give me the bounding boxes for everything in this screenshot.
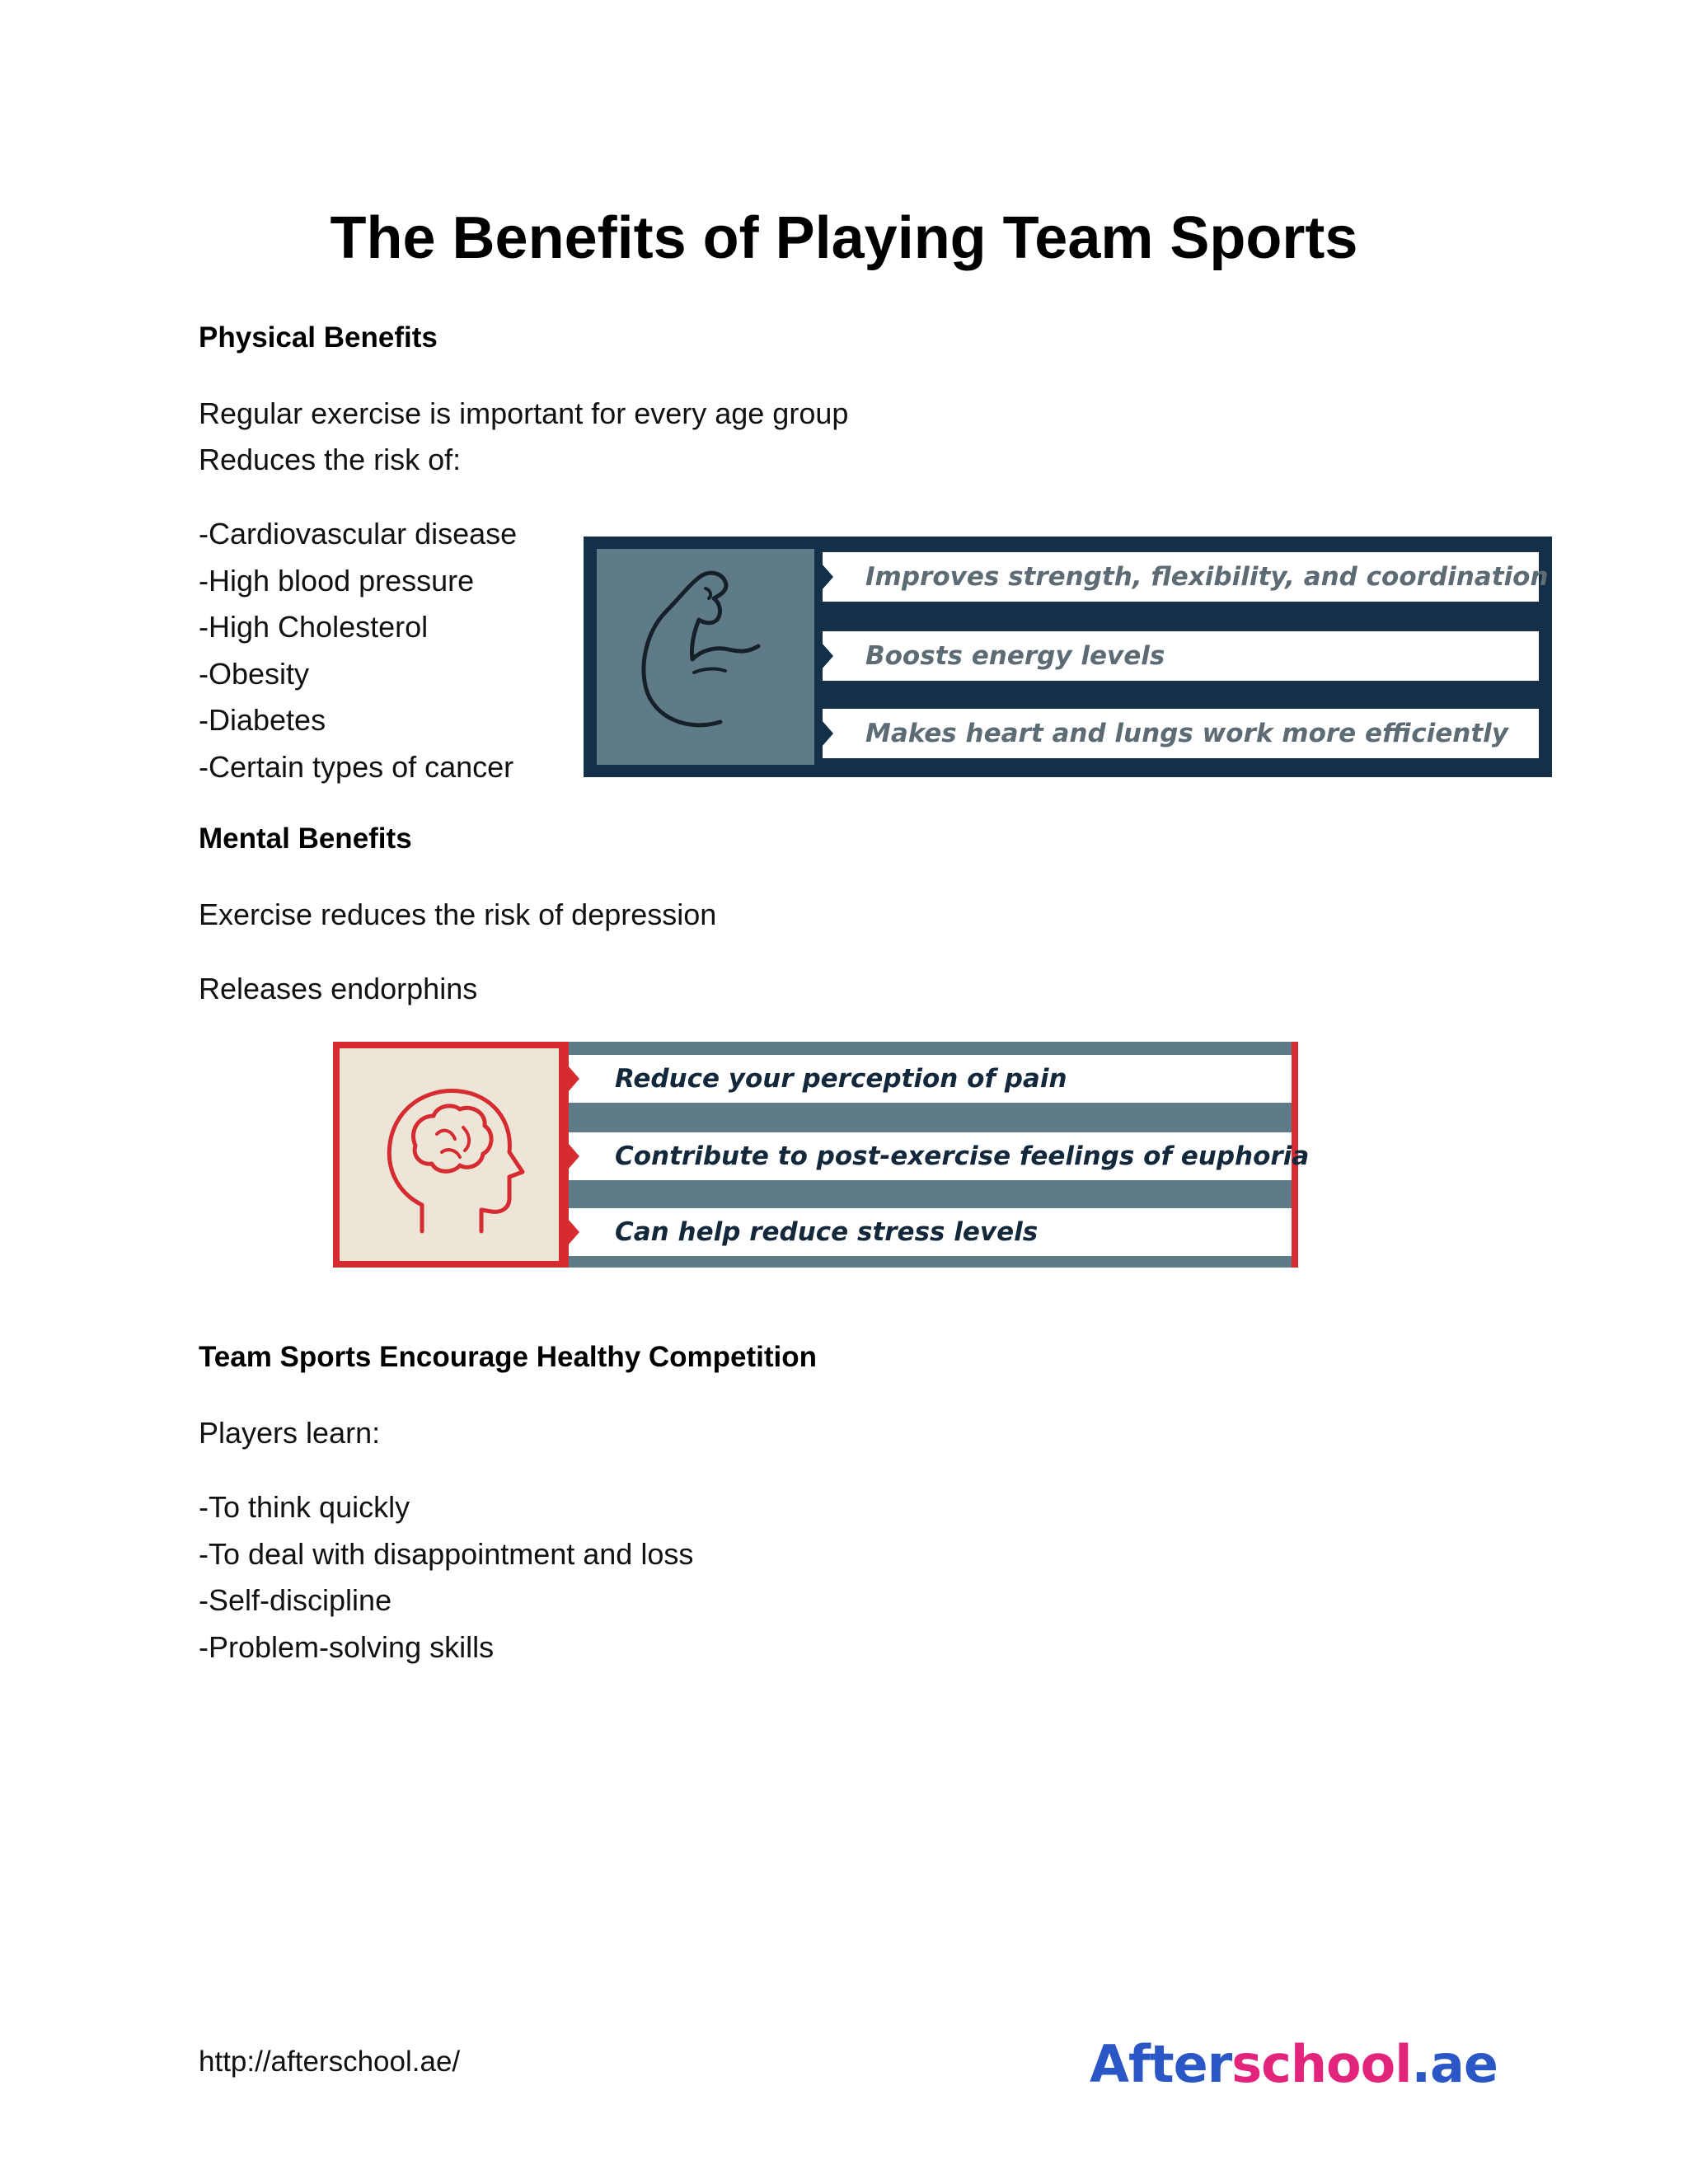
- chevron-right-icon: [568, 1066, 579, 1092]
- physical-benefits-banner: [584, 537, 1552, 777]
- physical-banner-item-text: Makes heart and lungs work more efficiently: [865, 719, 1509, 748]
- mental-heading: Mental Benefits: [199, 823, 412, 855]
- mental-benefits-banner: [333, 1042, 1310, 1268]
- list-item: -To deal with disappointment and loss: [199, 1536, 694, 1571]
- mental-line-1: Exercise reduces the risk of depression: [199, 898, 717, 931]
- head-brain-icon-box: [333, 1042, 565, 1268]
- flexed-arm-icon: [597, 549, 814, 765]
- list-item: -Diabetes: [199, 703, 326, 737]
- mental-banner-item: [569, 1132, 1310, 1180]
- competition-heading: Team Sports Encourage Healthy Competition: [199, 1341, 818, 1373]
- flexed-arm-icon-box: [597, 549, 814, 765]
- physical-intro-1: Regular exercise is important for every age group: [199, 396, 849, 430]
- physical-intro-2: Reduces the risk of:: [199, 443, 462, 476]
- list-item: -Problem-solving skills: [199, 1629, 495, 1664]
- list-item: -To think quickly: [199, 1490, 410, 1524]
- chevron-right-icon: [568, 1219, 579, 1245]
- chevron-right-icon: [568, 1143, 579, 1169]
- physical-banner-item-text: Boosts energy levels: [865, 641, 1165, 671]
- head-brain-icon: [340, 1048, 559, 1261]
- physical-banner-item: [823, 631, 1539, 681]
- mental-banner-item: [569, 1208, 1292, 1256]
- page-title: The Benefits of Playing Team Sports: [330, 205, 1358, 271]
- physical-heading: Physical Benefits: [199, 321, 438, 354]
- physical-banner-item: [823, 709, 1539, 758]
- chevron-right-icon: [822, 643, 833, 669]
- mental-banner-item-text: Can help reduce stress levels: [615, 1217, 1039, 1247]
- mental-banner-item-text: Reduce your perception of pain: [615, 1064, 1067, 1094]
- logo-part-domain: .ae: [1411, 2034, 1498, 2094]
- chevron-right-icon: [822, 720, 833, 747]
- mental-line-2: Releases endorphins: [199, 972, 478, 1005]
- list-item: -Cardiovascular disease: [199, 517, 518, 551]
- footer-url[interactable]: http://afterschool.ae/: [199, 2046, 461, 2078]
- chevron-right-icon: [822, 564, 833, 590]
- list-item: -Certain types of cancer: [199, 749, 514, 784]
- physical-banner-item: [823, 552, 1549, 602]
- list-item: -High blood pressure: [199, 563, 475, 598]
- list-item: -Obesity: [199, 656, 310, 691]
- logo-part-school: school: [1231, 2034, 1412, 2094]
- list-item: -Self-discipline: [199, 1583, 392, 1617]
- list-item: -High Cholesterol: [199, 610, 429, 644]
- risk-list: [199, 511, 517, 790]
- mental-banner-item: [569, 1055, 1292, 1103]
- physical-banner-item-text: Improves strength, flexibility, and coordination: [865, 562, 1549, 592]
- mental-banner-item-text: Contribute to post-exercise feelings of euphoria: [615, 1141, 1310, 1171]
- logo-part-after: After: [1090, 2034, 1232, 2094]
- skills-list: [199, 1484, 693, 1671]
- competition-intro: Players learn:: [199, 1416, 381, 1450]
- afterschool-logo[interactable]: [1090, 2034, 1498, 2094]
